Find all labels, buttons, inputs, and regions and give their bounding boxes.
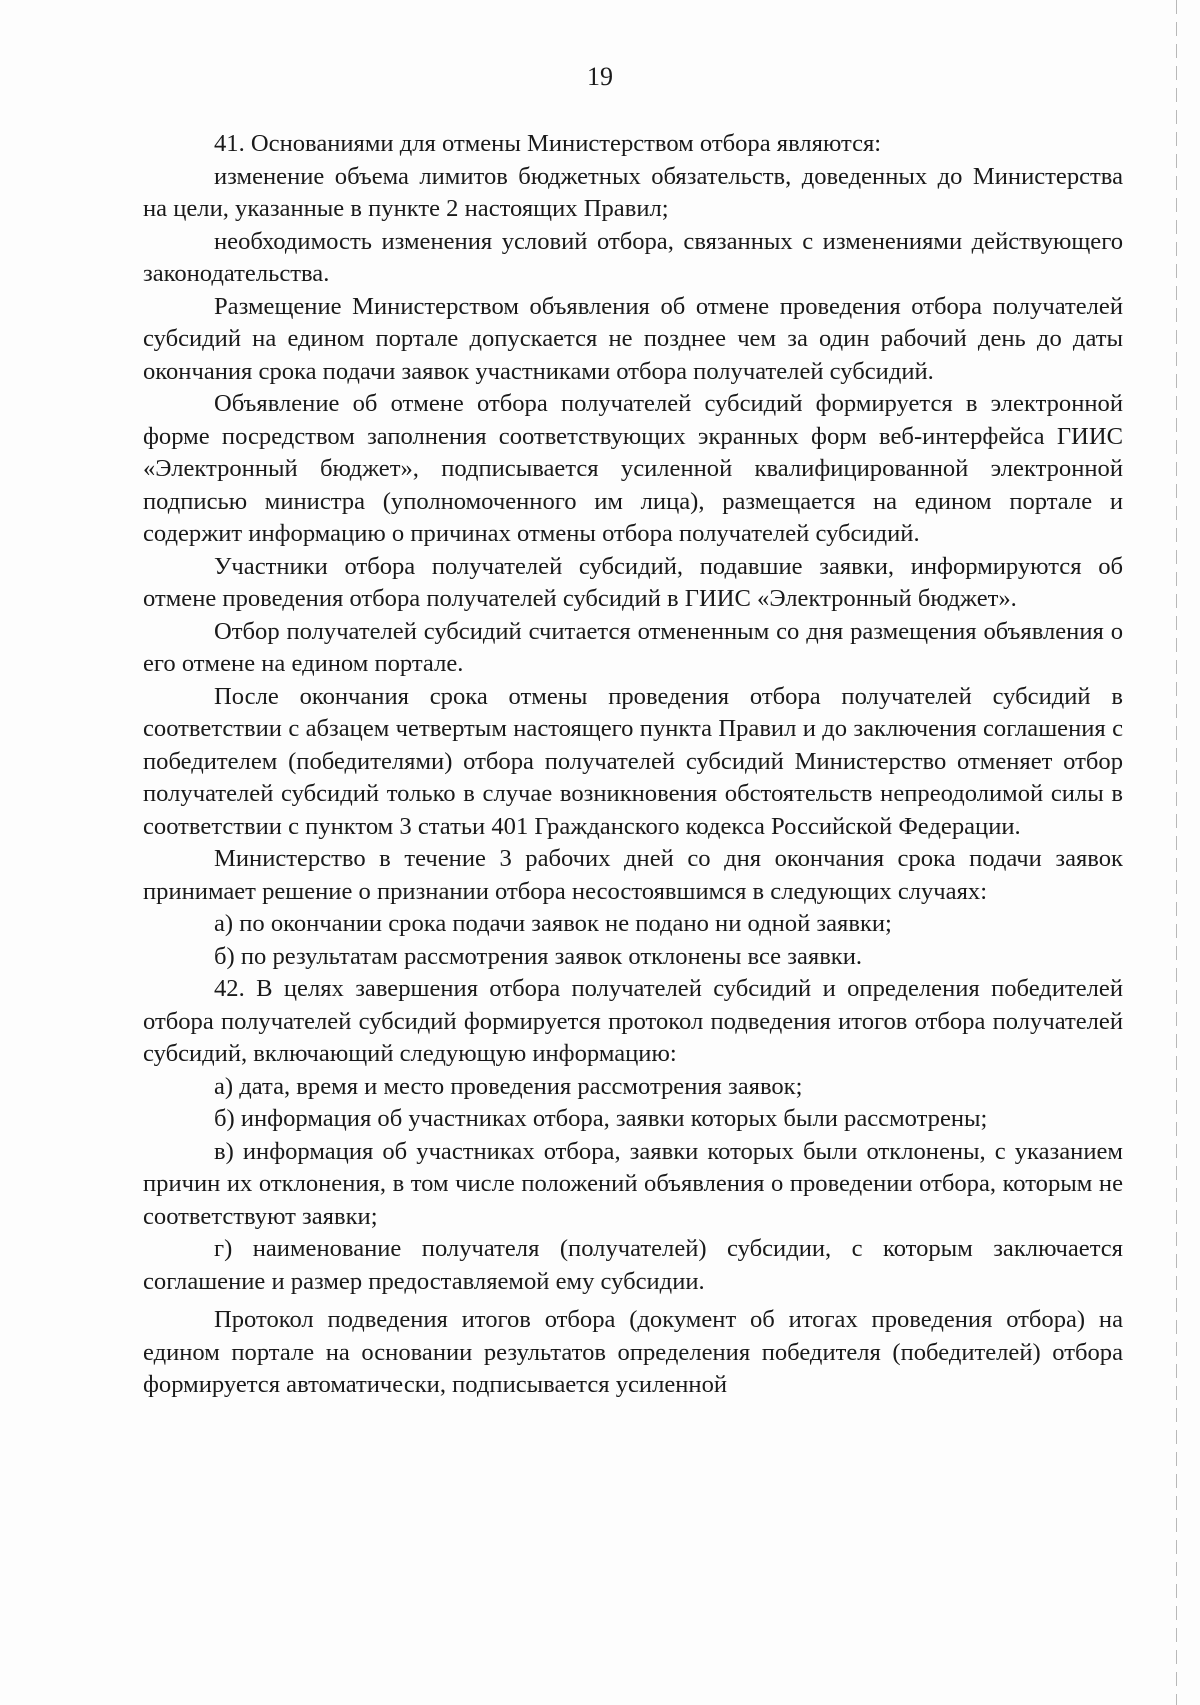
paragraph: 42. В целях завершения отбора получателей субсидий и определения победителей отбора получателей субсидий формируется протокол подведения итогов отбора получателей субсидий, включающий следующую информацию:: [143, 975, 1123, 1067]
paragraph: а) по окончании срока подачи заявок не подано ни одной заявки;: [214, 910, 892, 937]
paragraph: Объявление об отмене отбора получателей субсидий формируется в электронной форме посредством заполнения соответствующих экранных форм веб-интерфейса ГИИС «Электронный бюджет», подписывается усиленной квалифицированной электронной подписью министра (уполномоченного им лица), размещается на едином портале и содержит информацию о причинах отмены отбора получателей субсидий.: [143, 390, 1123, 547]
paragraph: изменение объема лимитов бюджетных обязательств, доведенных до Министерства на цели, указанные в пункте 2 настоящих Правил;: [143, 162, 1123, 222]
paragraph: Протокол подведения итогов отбора (документ об итогах проведения отбора) на едином портале на основании результатов определения победителя (победителей) отбора формируется автоматически, подписывается усиленной: [143, 1306, 1123, 1398]
paragraph: б) по результатам рассмотрения заявок отклонены все заявки.: [214, 942, 863, 970]
scan-edge-line: [1176, 0, 1177, 1705]
page-number: 19: [587, 62, 613, 91]
body-text: [143, 128, 1123, 1402]
paragraph: б) информация об участниках отбора, заявки которых были рассмотрены;: [214, 1105, 988, 1132]
paragraph: в) информация об участниках отбора, заявки которых были отклонены, с указанием причин их отклонения, в том числе положений объявления о проведении отбора, которым не соответствуют заявки;: [143, 1137, 1123, 1230]
paragraph: необходимость изменения условий отбора, связанных с изменениями действующего законодательства.: [143, 227, 1123, 287]
paragraph: а) дата, время и место проведения рассмотрения заявок;: [214, 1072, 803, 1100]
paragraph: 41. Основаниями для отмены Министерством отбора являются:: [214, 130, 882, 157]
paragraph: Отбор получателей субсидий считается отмененным со дня размещения объявления о его отмене на едином портале.: [143, 617, 1123, 677]
paragraph: г) наименование получателя (получателей) субсидии, с которым заключается соглашение и размер предоставляемой ему субсидии.: [143, 1235, 1123, 1295]
paragraph: Размещение Министерством объявления об отмене проведения отбора получателей субсидий на едином портале допускается не позднее чем за один рабочий день до даты окончания срока подачи заявок участниками отбора получателей субсидий.: [143, 292, 1123, 385]
paragraph: Министерство в течение 3 рабочих дней со дня окончания срока подачи заявок принимает решение о признании отбора несостоявшимся в следующих случаях:: [143, 845, 1123, 905]
paragraph: Участники отбора получателей субсидий, подавшие заявки, информируются об отмене проведения отбора получателей субсидий в ГИИС «Электронный бюджет».: [143, 552, 1123, 612]
paragraph: После окончания срока отмены проведения отбора получателей субсидий в соответствии с абзацем четвертым настоящего пункта Правил и до заключения соглашения с победителем (победителями) отбора получателей субсидий Министерство отменяет отбор получателей субсидий только в случае возникновения обстоятельств непреодолимой силы в соответствии с пунктом 3 статьи 401 Гражданского кодекса Российской Федерации.: [143, 682, 1123, 840]
